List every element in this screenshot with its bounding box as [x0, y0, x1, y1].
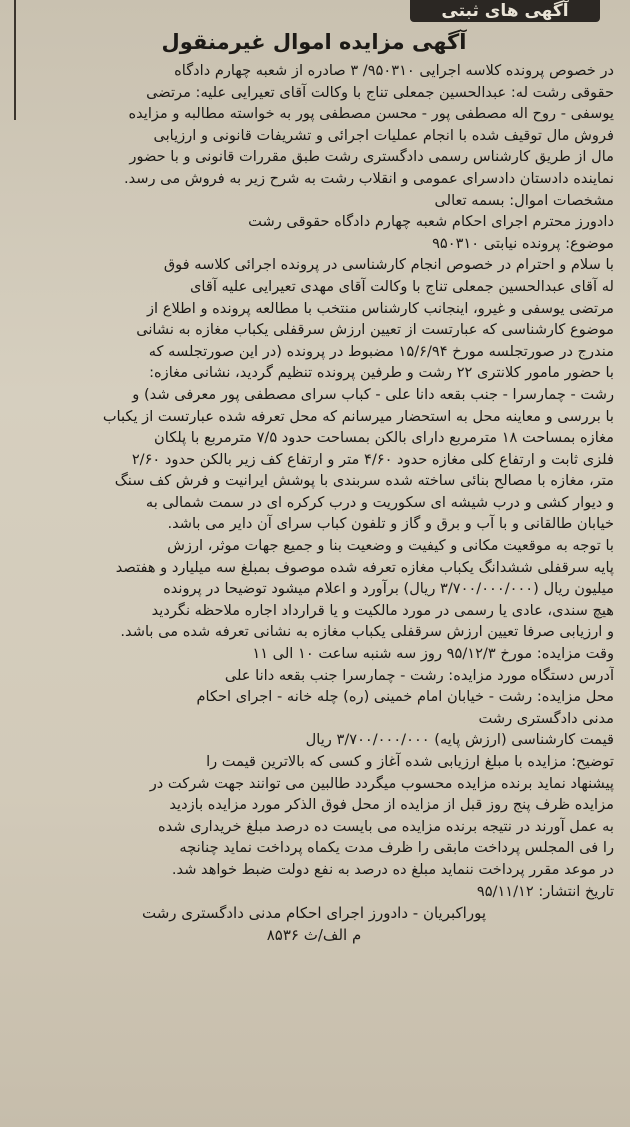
notice-line: نماینده دادستان دادسرای عمومی و انقلاب رشت به شرح زیر به فروش می رسد.: [123, 169, 614, 187]
notice-line: موضوع کارشناسی که عبارتست از تعیین ارزش سرقفلی یکباب مغازه به نشانی: [136, 321, 614, 339]
notice-line: را فی المجلس پرداخت مابقی را ظرف مدت یکماه پرداخت نماید چنانچه: [179, 839, 614, 857]
notice-line: با حضور مامور کلانتری ۲۲ رشت و طرفین پرونده تنظیم گردید، نشانی مغازه:: [149, 364, 614, 382]
notice-line: توضیح: مزایده با مبلغ ارزیابی شده آغاز و کسی که بالاترین قیمت را: [206, 753, 614, 770]
notice-line: آدرس دستگاه مورد مزایده: رشت - چمارسرا جنب بقعه دانا علی: [224, 666, 614, 684]
notice-footer: [14, 902, 614, 946]
notice-line: به عمل آورند در نتیجه برنده مزایده می بایست ده درصد مبلغ خریداری شده: [157, 817, 614, 835]
notice-line: متر، مغازه با مصالح بنائی ساخته شده سربندی با پوشش ایرانیت و فرش کف سنگ: [114, 472, 614, 490]
notice-line: پیشنهاد نماید برنده مزایده محسوب میگردد طالبین می توانند جهت شرکت در: [149, 774, 614, 792]
notice-line: موضوع: پرونده نیابتی ۹۵۰۳۱۰: [432, 234, 614, 252]
notice-line: میلیون ریال (۳/۷۰۰/۰۰۰/۰۰۰ ریال) برآورد و اعلام میشود توضیحا در پرونده: [163, 580, 614, 598]
notice-line: حقوقی رشت له: عبدالحسین جمعلی تناج با وکالت آقای تعیرایی علیه: مرتضی: [146, 83, 614, 101]
notice-line: با سلام و احترام در خصوص انجام کارشناسی در پرونده اجرائی کلاسه فوق: [163, 256, 614, 274]
notice-line: رشت - چمارسرا - جنب بقعه دانا علی - کباب سرای مصطفی پور معرفی شد) و: [132, 385, 614, 403]
notice-title: آگهی مزایده اموال غیرمنقول: [161, 30, 467, 54]
notice-body: [14, 60, 614, 902]
notice-line: مرتضی یوسفی و غیرو، اینجانب کارشناس منتخب با مطالعه پرونده و اطلاع از: [147, 299, 614, 317]
notice-line: قیمت کارشناسی (ارزش پایه) ۳/۷۰۰/۰۰۰/۰۰۰ ریال: [305, 731, 614, 749]
notice-line: مزایده ظرف پنج روز قبل از مزایده از محل فوق الذکر مورد مزایده بازدید: [169, 796, 614, 814]
notice-line: مغازه بمساحت ۱۸ مترمربع دارای بالکن بمساحت حدود ۷/۵ مترمربع با پلکان: [154, 429, 614, 447]
notice-line: در موعد مقرر پرداخت ننماید مبلغ ده درصد به نفع دولت ضبط خواهد شد.: [171, 860, 614, 878]
column-rule: [14, 0, 16, 120]
notice-line: یوسفی - روح اله مصطفی پور - محسن مصطفی پور به خواسته مطالبه و مزایده: [128, 105, 614, 123]
notice-line: مال از طریق کارشناس رسمی دادگستری رشت طبق مقررات قانونی و با حضور: [129, 148, 614, 166]
notice-line: مندرج در صورتجلسه مورخ ۱۵/۶/۹۴ مضبوط در پرونده (در این صورتجلسه که: [148, 342, 614, 360]
notice-line: پایه سرقفلی ششدانگ یکباب مغازه تعرفه شده موصوف بمبلغ سه میلیارد و هفتصد: [115, 558, 614, 576]
notice-line: وقت مزایده: مورخ ۹۵/۱۲/۳ روز سه شنبه ساعت ۱۰ الی ۱۱: [252, 645, 614, 663]
notice-line: خیابان طالقانی و با آب و برق و گاز و تلفون کباب سرای آن دایر می باشد.: [167, 515, 614, 533]
notice-line: محل مزایده: رشت - خیابان امام خمینی (ره) چله خانه - اجرای احکام: [196, 688, 614, 706]
section-banner: آگهی های ثبتی: [410, 0, 600, 22]
notice-line: با توجه به موقعیت مکانی و کیفیت و وضعیت بنا و جمیع جهات موثر، ارزش: [167, 537, 614, 555]
notice-line: فلزی ثابت و ارتفاع کلی مغازه حدود ۴/۶۰ متر و ارتفاع کف زیر بالکن حدود ۲/۶۰: [131, 450, 614, 468]
notice-line: له آقای عبدالحسین جمعلی تناج با وکالت آقای مهدی تعیرایی علیه آقای: [189, 277, 614, 295]
reference-code: م الف/ث ۸۵۳۶: [266, 926, 362, 945]
notice-line: با بررسی و معاینه محل به استحضار میرسانم که محل تعرفه شده عبارتست از یکباب: [102, 407, 614, 425]
notice-line: و دیوار کشی و درب شیشه ای سکوریت و درب کرکره ای در سمت شمالی به: [145, 493, 614, 511]
notice-line: در خصوص پرونده کلاسه اجرایی ۹۵۰۳۱۰/ ۳ صادره از شعبه چهارم دادگاه: [174, 62, 614, 79]
notice-line: تاریخ انتشار: ۹۵/۱۱/۱۲: [476, 882, 614, 900]
notice-line: فروش مال توقیف شده با انجام عملیات اجرائی و تشریفات قانونی و ارزیابی: [153, 126, 614, 144]
notice-line: مدنی دادگستری رشت: [478, 709, 614, 727]
notice-line: مشخصات اموال: بسمه تعالی: [434, 191, 614, 209]
notice-line: و ارزیابی صرفا تعیین ارزش سرقفلی یکباب مغازه به نشانی تعرفه شده می باشد.: [120, 623, 614, 641]
notice-line: هیچ سندی، عادی یا رسمی در مورد مالکیت و یا قرارداد اجاره ملاحظه نگردید: [151, 601, 614, 619]
notice-line: دادورز محترم اجرای احکام شعبه چهارم دادگاه حقوقی رشت: [248, 213, 614, 231]
signature-line: پوراکبریان - دادورز اجرای احکام مدنی دادگستری رشت: [141, 904, 486, 923]
